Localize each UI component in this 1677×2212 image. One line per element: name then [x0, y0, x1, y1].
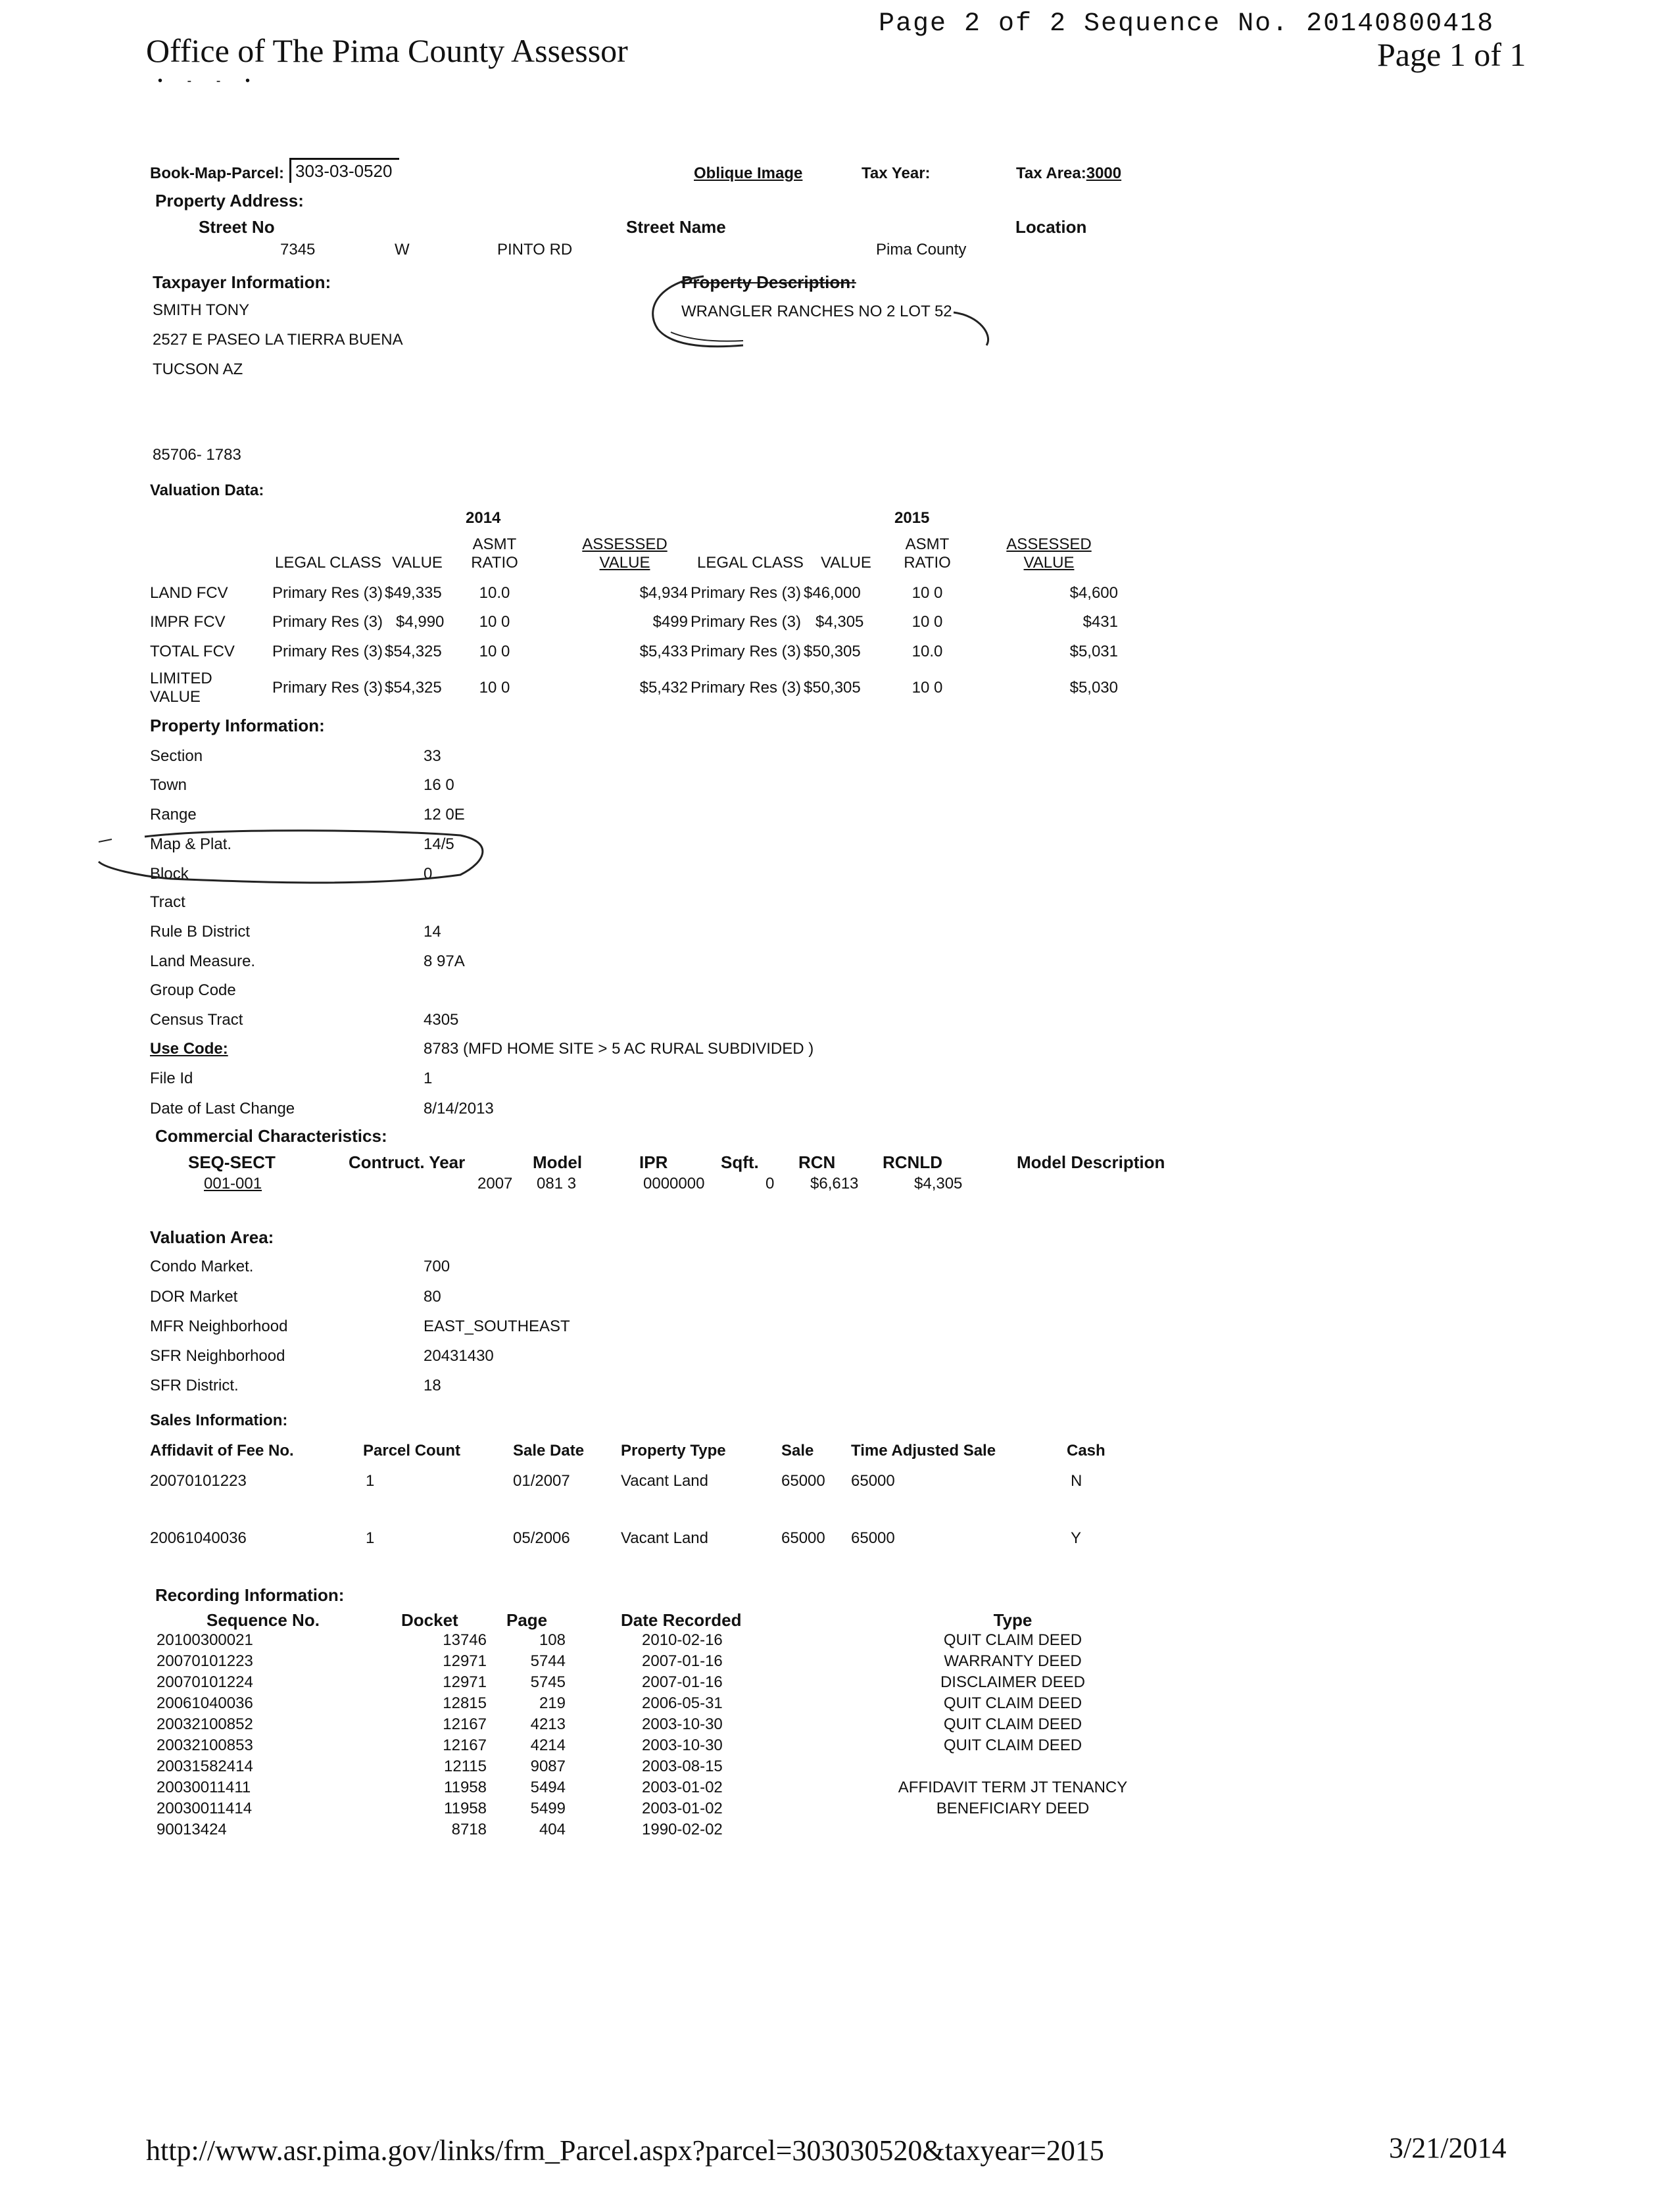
valuation-area-value: 20431430	[424, 1347, 494, 1365]
recording-docket: 11958	[444, 1800, 487, 1817]
recording-date: 1990-02-02	[642, 1821, 723, 1838]
sale-time-adjusted: 65000	[851, 1472, 895, 1490]
valuation-assessed-2015: $4,600	[1069, 584, 1118, 602]
recording-heading: Recording Information:	[155, 1585, 345, 1605]
col-page: Page	[506, 1610, 548, 1630]
col-location: Location	[1015, 217, 1087, 237]
recording-type: QUIT CLAIM DEED	[943, 1631, 1082, 1649]
recording-page: 4213	[530, 1715, 566, 1733]
sale-amount: 65000	[781, 1529, 825, 1547]
col-assessed-2015: ASSESSED	[1006, 535, 1092, 553]
col-seq-sect: SEQ-SECT	[188, 1152, 276, 1172]
recording-sequence: 20031582414	[157, 1757, 253, 1775]
street-direction-value: W	[395, 241, 410, 258]
col-street-name: Street Name	[626, 217, 726, 237]
recording-date: 2003-10-30	[642, 1715, 723, 1733]
recording-sequence: 90013424	[157, 1821, 227, 1838]
recording-type: AFFIDAVIT TERM JT TENANCY	[898, 1779, 1128, 1796]
use-code-link[interactable]: Use Code:	[150, 1040, 228, 1058]
location-value: Pima County	[876, 241, 967, 258]
recording-docket: 8718	[451, 1821, 487, 1838]
valuation-ratio-2014: 10 0	[479, 613, 510, 631]
commercial-heading: Commercial Characteristics:	[155, 1126, 387, 1146]
sale-cash: Y	[1071, 1529, 1082, 1547]
recording-page: 4214	[530, 1736, 566, 1754]
valuation-assessed-2015: $431	[1082, 613, 1118, 631]
sales-heading: Sales Information:	[150, 1412, 288, 1429]
property-info-value: 12 0E	[424, 806, 465, 823]
col-rcnld: RCNLD	[883, 1152, 942, 1172]
tax-area-label: Tax Area:	[1016, 164, 1086, 182]
valuation-assessed-2014: $4,934	[639, 584, 688, 602]
valuation-area-label: DOR Market	[150, 1288, 238, 1306]
recording-page: 219	[539, 1694, 566, 1712]
recording-sequence: 20100300021	[157, 1631, 253, 1649]
recording-sequence: 20070101224	[157, 1673, 253, 1691]
property-info-label: Census Tract	[150, 1011, 243, 1029]
valuation-class-2015: Primary Res (3)	[691, 679, 802, 697]
taxpayer-name: SMITH TONY	[153, 301, 250, 319]
recording-sequence: 20030011414	[157, 1800, 253, 1817]
taxpayer-heading: Taxpayer Information:	[153, 272, 331, 292]
valuation-ratio-2015: 10.0	[911, 643, 943, 660]
sale-date: 01/2007	[513, 1472, 570, 1490]
property-address-heading: Property Address:	[155, 191, 304, 210]
recording-page: 404	[539, 1821, 566, 1838]
property-info-label: Section	[150, 747, 203, 765]
recording-date: 2003-01-02	[642, 1800, 723, 1817]
page-indicator: Page 1 of 1	[1377, 36, 1526, 73]
recording-page: 108	[539, 1631, 566, 1649]
street-name-value: PINTO RD	[497, 241, 573, 258]
recording-type: QUIT CLAIM DEED	[943, 1736, 1082, 1754]
valuation-class-2014: Primary Res (3)	[272, 613, 383, 631]
recording-sequence: 20061040036	[157, 1694, 253, 1712]
taxpayer-city: TUCSON AZ	[153, 360, 243, 378]
rcnld-value: $4,305	[914, 1175, 963, 1192]
taxpayer-zip: 85706- 1783	[153, 446, 241, 464]
taxpayer-address-line: 2527 E PASEO LA TIERRA BUENA	[153, 331, 403, 349]
valuation-area-value: 700	[424, 1258, 450, 1275]
sale-property-type: Vacant Land	[621, 1529, 708, 1547]
sale-amount: 65000	[781, 1472, 825, 1490]
valuation-class-2014: Primary Res (3)	[272, 584, 383, 602]
recording-docket: 12971	[443, 1652, 487, 1670]
valuation-value-2015: $50,305	[804, 643, 861, 660]
valuation-ratio-2014: 10 0	[479, 643, 510, 660]
recording-date: 2007-01-16	[642, 1652, 723, 1670]
col-cash: Cash	[1067, 1442, 1106, 1460]
valuation-ratio-2014: 10.0	[479, 584, 510, 602]
property-info-label: File Id	[150, 1069, 193, 1087]
col-assessed-value-2015: VALUE	[1023, 554, 1075, 572]
property-info-label: Group Code	[150, 981, 236, 999]
recording-date: 2006-05-31	[642, 1694, 723, 1712]
valuation-area-value: EAST_SOUTHEAST	[424, 1317, 570, 1335]
recording-sequence: 20032100853	[157, 1736, 253, 1754]
property-info-value: 8 97A	[424, 952, 465, 970]
col-sale: Sale	[781, 1442, 814, 1460]
recording-docket: 12815	[443, 1694, 487, 1712]
col-model: Model	[533, 1152, 583, 1172]
property-info-value: 8783 (MFD HOME SITE > 5 AC RURAL SUBDIVIDED )	[424, 1040, 814, 1058]
col-assessed-2014: ASSESSED	[582, 535, 668, 553]
sale-affidavit: 20061040036	[150, 1529, 247, 1547]
valuation-ratio-2014: 10 0	[479, 679, 510, 697]
recording-type: WARRANTY DEED	[944, 1652, 1082, 1670]
sqft-value: 0	[766, 1175, 775, 1192]
recording-sequence: 20070101223	[157, 1652, 253, 1670]
recording-type: DISCLAIMER DEED	[940, 1673, 1086, 1691]
sale-parcel-count: 1	[366, 1529, 375, 1547]
construct-year-value: 2007	[477, 1175, 513, 1192]
col-asmt-2015: ASMT	[905, 535, 950, 553]
col-construct-year: Contruct. Year	[349, 1152, 466, 1172]
valuation-year-2015: 2015	[894, 509, 930, 527]
book-map-parcel-value: 303-03-0520	[289, 158, 399, 183]
col-sale-date: Sale Date	[513, 1442, 585, 1460]
valuation-area-label: MFR Neighborhood	[150, 1317, 288, 1335]
recording-sequence: 20032100852	[157, 1715, 253, 1733]
property-info-value: 8/14/2013	[424, 1100, 494, 1118]
col-assessed-value-2014: VALUE	[599, 554, 650, 572]
street-no-value: 7345	[280, 241, 316, 258]
tax-year-label: Tax Year:	[862, 164, 931, 182]
valuation-row-label: TOTAL FCV	[150, 643, 235, 660]
hand-drawn-circle-map-plat	[92, 816, 513, 895]
property-info-label: Tract	[150, 893, 185, 911]
valuation-assessed-2014: $5,432	[639, 679, 688, 697]
property-info-label: Block	[150, 865, 189, 883]
property-info-value: 14/5	[424, 835, 454, 853]
ipr-value: 0000000	[643, 1175, 705, 1192]
col-legal-class-2014: LEGAL CLASS	[275, 554, 381, 572]
recording-sequence: 20030011411	[157, 1779, 251, 1796]
hand-drawn-circle-description	[631, 263, 1013, 362]
recording-docket: 12115	[444, 1757, 487, 1775]
col-asmt-2014: ASMT	[472, 535, 517, 553]
scan-mark: • ‐ ‐ •	[158, 74, 260, 88]
property-info-label: Rule B District	[150, 923, 251, 941]
valuation-area-value: 18	[424, 1377, 441, 1394]
valuation-heading: Valuation Data:	[150, 481, 264, 499]
model-value: 081 3	[537, 1175, 577, 1192]
fax-header-line: Page 2 of 2 Sequence No. 20140800418	[879, 9, 1495, 39]
property-info-value: 33	[424, 747, 441, 765]
print-date: 3/21/2014	[1389, 2132, 1507, 2164]
property-info-label: Land Measure.	[150, 952, 256, 970]
property-info-label: Date of Last Change	[150, 1100, 295, 1118]
seq-sect-link[interactable]: 001-001	[204, 1175, 262, 1192]
col-model-description: Model Description	[1017, 1152, 1165, 1172]
valuation-value-2014: $49,335	[385, 584, 442, 602]
col-sqft: Sqft.	[721, 1152, 759, 1172]
col-ratio-2014: RATIO	[471, 554, 518, 572]
sale-property-type: Vacant Land	[621, 1472, 708, 1490]
valuation-value-2014: $54,325	[385, 643, 442, 660]
office-title: Office of The Pima County Assessor	[146, 32, 628, 69]
recording-date: 2003-01-02	[642, 1779, 723, 1796]
col-rcn: RCN	[798, 1152, 836, 1172]
tax-area-value[interactable]: 3000	[1086, 164, 1122, 182]
recording-type: BENEFICIARY DEED	[936, 1800, 1090, 1817]
property-info-label: Range	[150, 806, 197, 823]
recording-docket: 12167	[443, 1715, 487, 1733]
property-info-value: 16 0	[424, 776, 454, 794]
recording-date: 2010-02-16	[642, 1631, 723, 1649]
valuation-row-label: LAND FCV	[150, 584, 228, 602]
property-info-value: 4305	[424, 1011, 459, 1029]
col-property-type: Property Type	[621, 1442, 726, 1460]
valuation-year-2014: 2014	[466, 509, 501, 527]
property-description-heading: Property Description:	[681, 272, 856, 292]
valuation-class-2014: Primary Res (3)	[272, 679, 383, 697]
recording-date: 2007-01-16	[642, 1673, 723, 1691]
valuation-value-2015: $50,305	[804, 679, 861, 697]
col-legal-class-2015: LEGAL CLASS	[697, 554, 804, 572]
valuation-class-2015: Primary Res (3)	[691, 643, 802, 660]
property-info-heading: Property Information:	[150, 716, 325, 735]
recording-page: 9087	[530, 1757, 566, 1775]
recording-type: QUIT CLAIM DEED	[943, 1715, 1082, 1733]
sale-affidavit: 20070101223	[150, 1472, 247, 1490]
valuation-row-label: IMPR FCV	[150, 613, 226, 631]
valuation-class-2015: Primary Res (3)	[691, 613, 802, 631]
property-info-value: 1	[424, 1069, 433, 1087]
tax-area	[1016, 164, 1121, 183]
recording-docket: 12971	[443, 1673, 487, 1691]
valuation-area-value: 80	[424, 1288, 441, 1306]
recording-page: 5499	[530, 1800, 566, 1817]
source-url[interactable]: http://www.asr.pima.gov/links/frm_Parcel.aspx?parcel=303030520&taxyear=2015	[146, 2134, 1104, 2167]
valuation-value-2015: $46,000	[804, 584, 861, 602]
recording-date: 2003-10-30	[642, 1736, 723, 1754]
valuation-assessed-2015: $5,031	[1069, 643, 1118, 660]
col-ipr: IPR	[639, 1152, 668, 1172]
col-parcel-count: Parcel Count	[363, 1442, 461, 1460]
valuation-value-2015: $4,305	[815, 613, 864, 631]
valuation-value-2014: $54,325	[385, 679, 442, 697]
oblique-image-link[interactable]: Oblique Image	[694, 164, 803, 182]
property-info-value: 0	[424, 865, 433, 883]
col-value-2015: VALUE	[821, 554, 871, 572]
sale-date: 05/2006	[513, 1529, 570, 1547]
sale-time-adjusted: 65000	[851, 1529, 895, 1547]
property-description-value: WRANGLER RANCHES NO 2 LOT 52	[681, 303, 952, 320]
col-affidavit: Affidavit of Fee No.	[150, 1442, 294, 1460]
col-value-2014: VALUE	[392, 554, 443, 572]
valuation-assessed-2015: $5,030	[1069, 679, 1118, 697]
valuation-area-label: SFR District.	[150, 1377, 239, 1394]
book-map-parcel-label: Book-Map-Parcel:	[150, 164, 285, 182]
col-time-adjusted-sale: Time Adjusted Sale	[851, 1442, 996, 1460]
sale-parcel-count: 1	[366, 1472, 375, 1490]
valuation-ratio-2015: 10 0	[911, 584, 943, 602]
col-recording-type: Type	[993, 1610, 1033, 1630]
valuation-assessed-2014: $5,433	[639, 643, 688, 660]
property-info-label: Map & Plat.	[150, 835, 232, 853]
property-info-label: Town	[150, 776, 187, 794]
valuation-ratio-2015: 10 0	[911, 613, 943, 631]
recording-page: 5494	[530, 1779, 566, 1796]
recording-date: 2003-08-15	[642, 1757, 723, 1775]
property-info-value: 14	[424, 923, 441, 941]
valuation-row-label: LIMITED VALUE	[150, 670, 212, 706]
recording-docket: 11958	[444, 1779, 487, 1796]
rcn-value: $6,613	[810, 1175, 859, 1192]
valuation-area-label: SFR Neighborhood	[150, 1347, 285, 1365]
valuation-area-heading: Valuation Area:	[150, 1227, 274, 1247]
recording-docket: 12167	[443, 1736, 487, 1754]
valuation-assessed-2014: $499	[652, 613, 688, 631]
recording-page: 5744	[530, 1652, 566, 1670]
recording-page: 5745	[530, 1673, 566, 1691]
sale-cash: N	[1071, 1472, 1082, 1490]
col-date-recorded: Date Recorded	[621, 1610, 742, 1630]
col-ratio-2015: RATIO	[904, 554, 951, 572]
valuation-area-label: Condo Market.	[150, 1258, 254, 1275]
col-sequence-no: Sequence No.	[207, 1610, 320, 1630]
col-street-no: Street No	[199, 217, 275, 237]
recording-docket: 13746	[443, 1631, 487, 1649]
valuation-class-2015: Primary Res (3)	[691, 584, 802, 602]
col-docket: Docket	[401, 1610, 458, 1630]
valuation-value-2014: $4,990	[396, 613, 445, 631]
recording-type: QUIT CLAIM DEED	[943, 1694, 1082, 1712]
valuation-ratio-2015: 10 0	[911, 679, 943, 697]
valuation-class-2014: Primary Res (3)	[272, 643, 383, 660]
